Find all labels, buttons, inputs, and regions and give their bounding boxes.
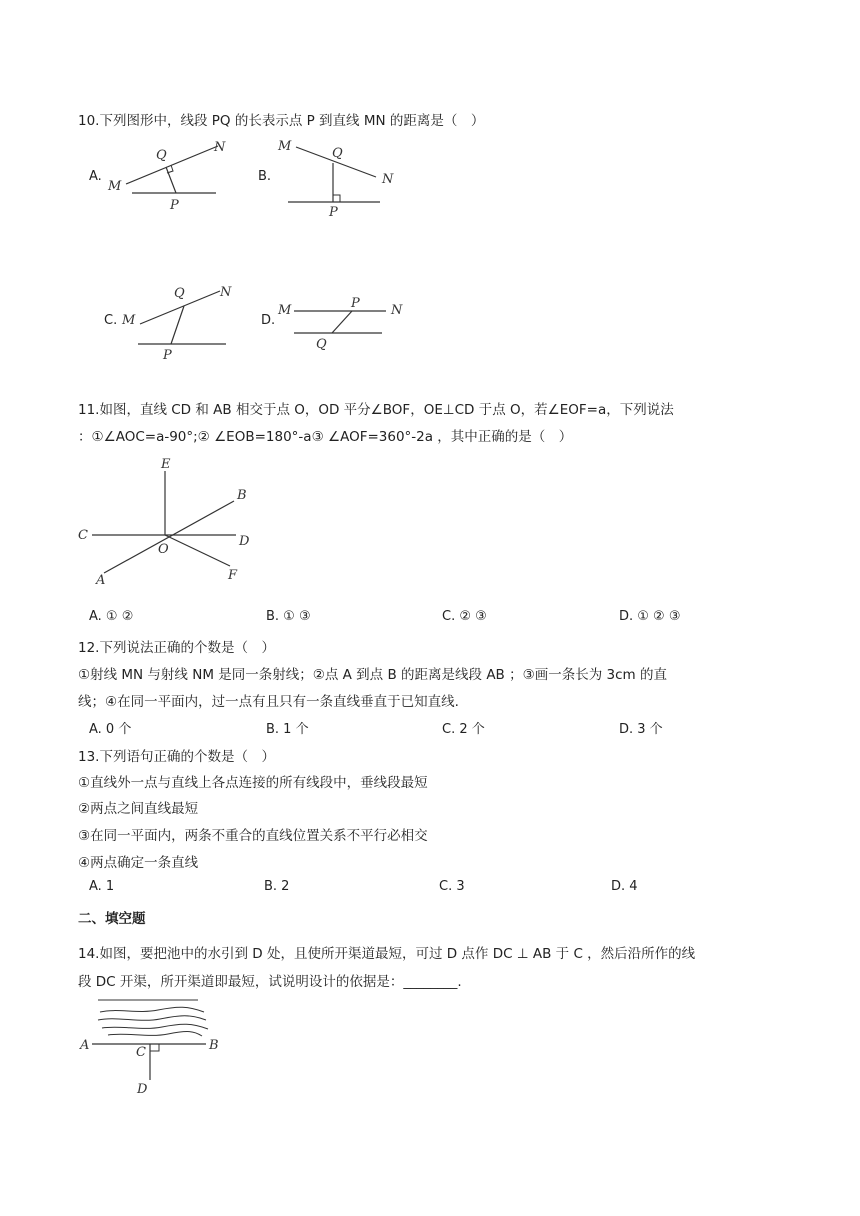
q10a-label-p: P bbox=[170, 198, 179, 213]
q14-stem-line1: 14.如图，要把池中的水引到 D 处，且使所开渠道最短，可过 D 点作 DC ⊥ AB 于 C ，然后沿所作的线 bbox=[78, 946, 696, 962]
q11-label-f: F bbox=[228, 568, 238, 583]
q11-stem-line2: ：①∠AOC=a-90°;② ∠EOB=180°-a③ ∠AOF=360°-2a ，其中正确的是（ ） bbox=[78, 429, 573, 445]
q10c-label-n: N bbox=[220, 285, 232, 300]
q13-stem: 13.下列语句正确的个数是（ ） bbox=[78, 749, 275, 765]
q11-stem-line1: 11.如图，直线 CD 和 AB 相交于点 O，OD 平分∠BOF，OE⊥CD 于点 O，若∠EOF=a，下列说法 bbox=[78, 402, 674, 418]
q14-stem-line2: 段 DC 开渠，所开渠道即最短，试说明设计的依据是：________. bbox=[78, 974, 462, 990]
q12-stem: 12.下列说法正确的个数是（ ） bbox=[78, 640, 275, 656]
q11-label-b: B bbox=[237, 488, 247, 503]
q11-option-a[interactable]: A. ① ② bbox=[89, 609, 134, 624]
q10-option-b-label: B. bbox=[258, 169, 272, 184]
q10b-label-n: N bbox=[382, 172, 394, 187]
q11-label-c: C bbox=[78, 528, 88, 543]
q10a-label-n: N bbox=[214, 140, 226, 155]
q10b-label-p: P bbox=[329, 205, 338, 220]
q14-figure bbox=[78, 992, 238, 1102]
q10-option-a-label: A. bbox=[89, 169, 102, 184]
q10d-label-q: Q bbox=[316, 337, 327, 352]
q13-item-1: ①直线外一点与直线上各点连接的所有线段中，垂线段最短 bbox=[78, 775, 428, 791]
q11-label-d: D bbox=[239, 534, 250, 549]
q12-option-a[interactable]: A. 0 个 bbox=[89, 722, 132, 737]
q11-label-o: O bbox=[158, 542, 169, 557]
q10b-label-m: M bbox=[278, 139, 292, 154]
q12-body-line1: ①射线 MN 与射线 NM 是同一条射线；②点 A 到点 B 的距离是线段 AB ；③画一条长为 3cm 的直 bbox=[78, 667, 667, 683]
q10c-label-p: P bbox=[163, 348, 172, 363]
q10-figure-c bbox=[116, 278, 246, 366]
q10-option-d-label: D. bbox=[261, 313, 276, 328]
q10-figure-b bbox=[270, 132, 410, 222]
q10-stem: 10.下列图形中，线段 PQ 的长表示点 P 到直线 MN 的距离是（ ） bbox=[78, 113, 485, 129]
q12-option-d[interactable]: D. 3 个 bbox=[619, 722, 663, 737]
q13-option-a[interactable]: A. 1 bbox=[89, 879, 115, 894]
q14-label-a: A bbox=[80, 1038, 90, 1053]
q13-option-b[interactable]: B. 2 bbox=[264, 879, 290, 894]
q14-label-b: B bbox=[209, 1038, 219, 1053]
q13-item-2: ②两点之间直线最短 bbox=[78, 801, 199, 817]
q10b-label-q: Q bbox=[332, 146, 343, 161]
q10-figure-a bbox=[100, 132, 240, 217]
q10-figure-d bbox=[274, 290, 414, 360]
q13-item-4: ④两点确定一条直线 bbox=[78, 855, 199, 871]
q12-option-b[interactable]: B. 1 个 bbox=[266, 722, 309, 737]
q10c-label-q: Q bbox=[174, 286, 185, 301]
q10d-label-p: P bbox=[351, 296, 360, 311]
q13-option-c[interactable]: C. 3 bbox=[439, 879, 465, 894]
q14-label-c: C bbox=[136, 1045, 146, 1060]
q14-label-d: D bbox=[137, 1082, 148, 1097]
q10a-label-m: M bbox=[108, 179, 122, 194]
q10a-label-q: Q bbox=[156, 148, 167, 163]
q11-option-d[interactable]: D. ① ② ③ bbox=[619, 609, 681, 624]
section-heading-fill-blank: 二、填空题 bbox=[78, 911, 146, 927]
q11-label-a: A bbox=[96, 573, 106, 588]
q11-option-b[interactable]: B. ① ③ bbox=[266, 609, 311, 624]
q13-item-3: ③在同一平面内，两条不重合的直线位置关系不平行必相交 bbox=[78, 828, 428, 844]
q11-label-e: E bbox=[161, 457, 171, 472]
q10-option-c-label: C. bbox=[104, 313, 118, 328]
q10d-label-n: N bbox=[391, 303, 403, 318]
q13-option-d[interactable]: D. 4 bbox=[611, 879, 638, 894]
q10d-label-m: M bbox=[278, 303, 292, 318]
q12-option-c[interactable]: C. 2 个 bbox=[442, 722, 485, 737]
q11-option-c[interactable]: C. ② ③ bbox=[442, 609, 487, 624]
q11-figure bbox=[74, 454, 274, 594]
q12-body-line2: 线；④在同一平面内，过一点有且只有一条直线垂直于已知直线. bbox=[78, 694, 459, 710]
q10c-label-m: M bbox=[122, 313, 136, 328]
